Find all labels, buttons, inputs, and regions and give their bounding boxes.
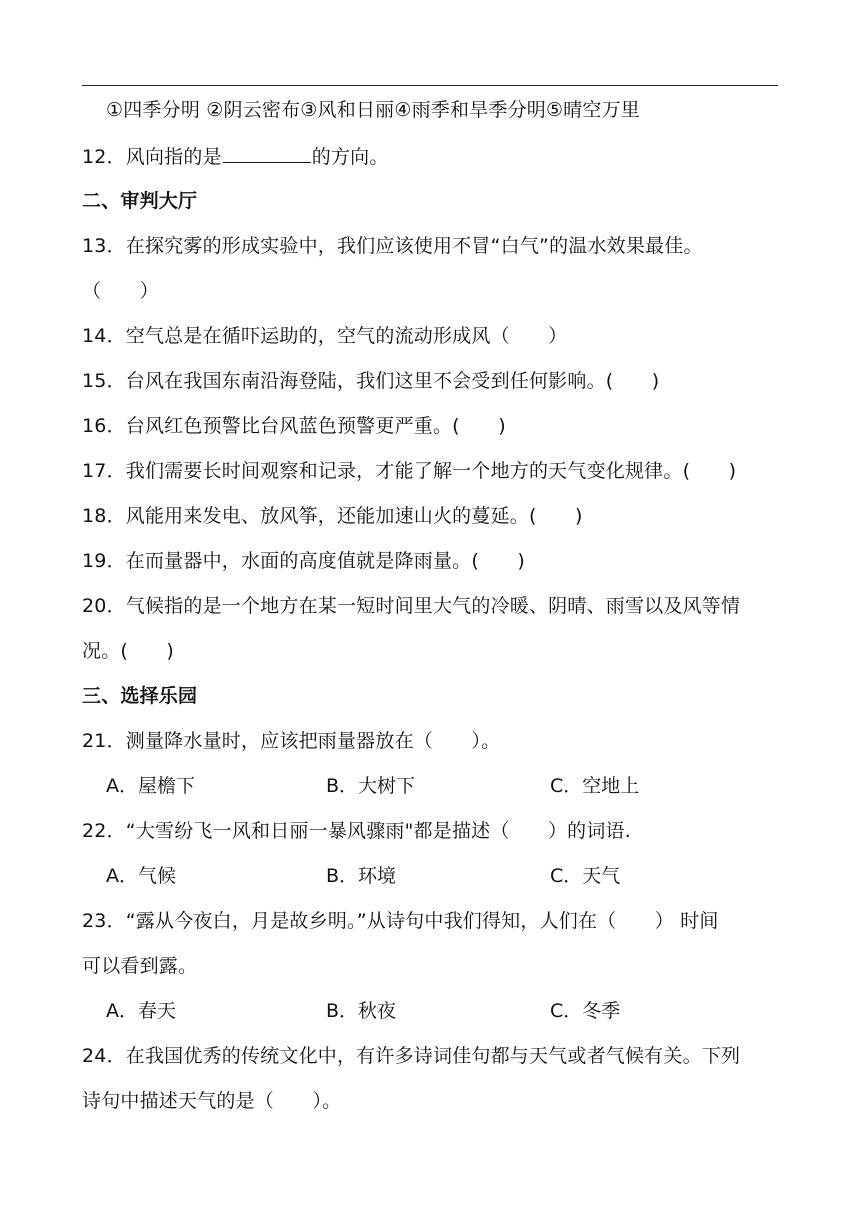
question-12-text: 12．风向指的是 bbox=[82, 146, 222, 168]
question-18: 18．风能用来发电、放风筝，还能加速山火的蔓延。( ) bbox=[82, 505, 583, 527]
question-23-option-a[interactable]: A．春天 bbox=[106, 1000, 176, 1022]
question-22: 22．“大雪纷飞一风和日丽一暴风骤雨"都是描述（ ）的词语. bbox=[82, 820, 632, 842]
question-21-option-a[interactable]: A．屋檐下 bbox=[106, 775, 195, 797]
question-23-option-c[interactable]: C．冬季 bbox=[550, 1000, 621, 1022]
question-21: 21．测量降水量时，应该把雨量器放在（ ）。 bbox=[82, 730, 501, 752]
question-23-continued: 可以看到露。 bbox=[82, 955, 198, 977]
question-22-option-c[interactable]: C．天气 bbox=[550, 865, 621, 887]
question-23-option-b[interactable]: B．秋夜 bbox=[326, 1000, 397, 1022]
section-heading-choice: 三、选择乐园 bbox=[82, 685, 198, 707]
question-21-option-c[interactable]: C．空地上 bbox=[550, 775, 640, 797]
question-14: 14．空气总是在循吓运助的，空气的流动形成风（ ） bbox=[82, 325, 568, 347]
question-17: 17．我们需要长时间观察和记录，才能了解一个地方的天气变化规律。( ) bbox=[82, 460, 737, 482]
previous-question-options: ①四季分明 ②阴云密布③风和日丽④雨季和旱季分明⑤晴空万里 bbox=[106, 99, 641, 121]
question-13: 13．在探究雾的形成实验中，我们应该使用不冒“白气”的温水效果最佳。 bbox=[82, 235, 703, 257]
question-24-continued: 诗句中描述天气的是（ ）。 bbox=[82, 1090, 342, 1112]
question-24: 24．在我国优秀的传统文化中，有许多诗词佳句都与天气或者气候有关。下列 bbox=[82, 1045, 741, 1067]
question-22-option-b[interactable]: B．环境 bbox=[326, 865, 397, 887]
answer-blank[interactable] bbox=[223, 144, 311, 163]
question-22-option-a[interactable]: A．气候 bbox=[106, 865, 176, 887]
question-15: 15．台风在我国东南沿海登陆，我们这里不会受到任何影响。( ) bbox=[82, 370, 660, 392]
question-21-option-b[interactable]: B．大树下 bbox=[326, 775, 416, 797]
section-heading-judgement: 二、审判大厅 bbox=[82, 190, 198, 212]
question-12 bbox=[82, 144, 389, 169]
question-16: 16．台风红色预警比台风蓝色预警更严重。( ) bbox=[82, 415, 506, 437]
question-13-answer-bracket: （ ） bbox=[82, 280, 159, 302]
question-12-text-end: 的方向。 bbox=[311, 146, 389, 168]
header-rule bbox=[82, 85, 778, 86]
question-19: 19．在而量器中，水面的高度值就是降雨量。( ) bbox=[82, 550, 526, 572]
question-20: 20．气候指的是一个地方在某一短时间里大气的冷暖、阴晴、雨雪以及风等情 bbox=[82, 595, 741, 617]
question-20-continued: 况。( ) bbox=[82, 640, 175, 662]
question-23: 23．“露从今夜白，月是故乡明。”从诗句中我们得知，人们在（ ） 时间 bbox=[82, 910, 719, 932]
